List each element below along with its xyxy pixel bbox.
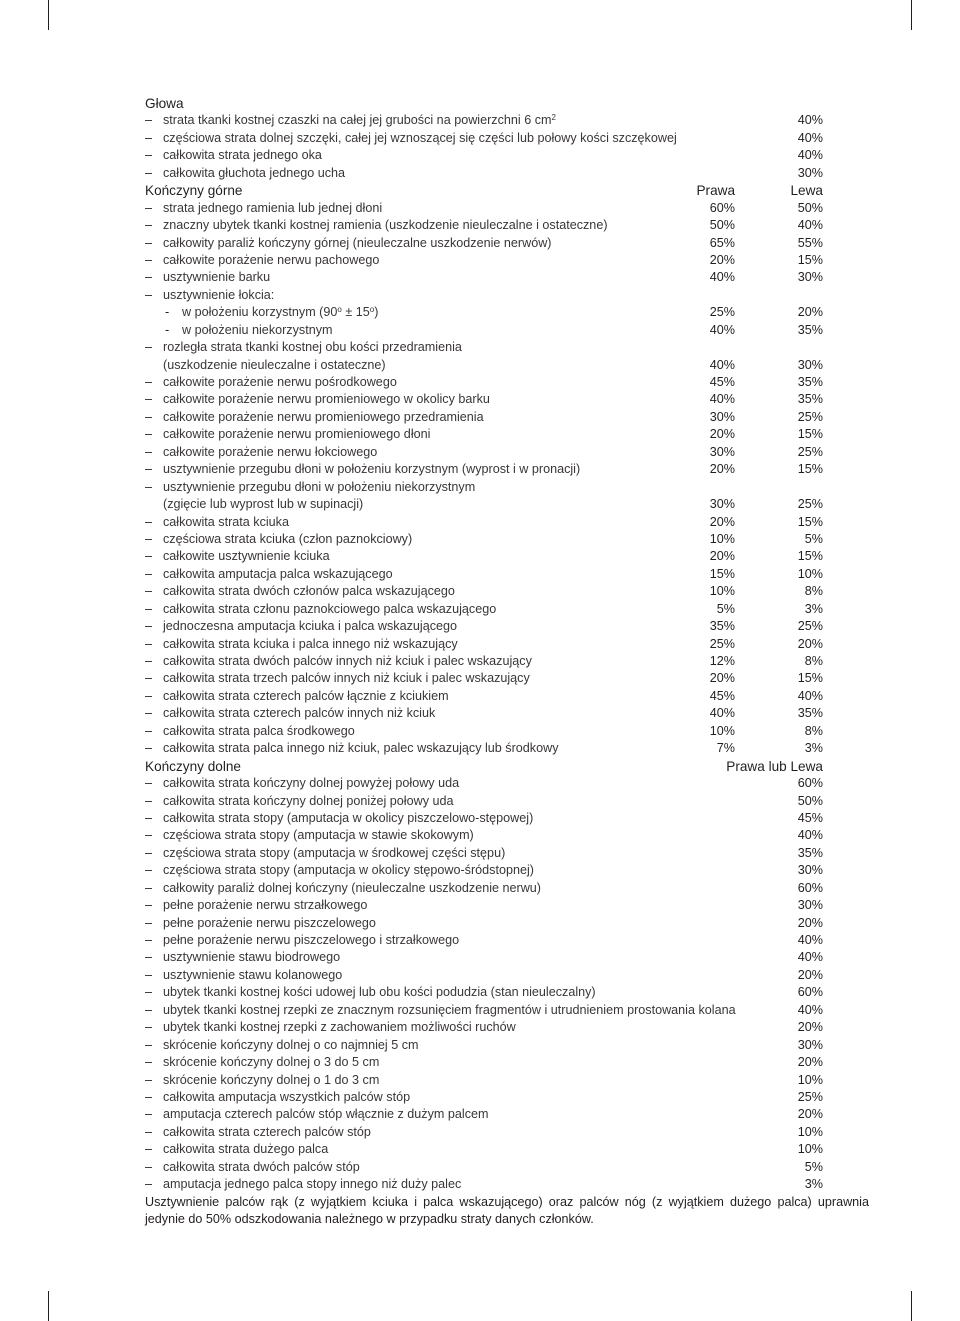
- dash-glyph: –: [145, 165, 153, 180]
- dash-glyph: –: [145, 863, 153, 878]
- value-left: 15%: [797, 514, 823, 529]
- list-item: [145, 636, 825, 653]
- item-value: 40%: [797, 130, 823, 145]
- dash-glyph: –: [145, 1037, 153, 1052]
- dash-glyph: –: [145, 880, 153, 895]
- list-item: [145, 1141, 825, 1158]
- value-right: 20%: [709, 549, 735, 564]
- list-item: [145, 287, 825, 304]
- list-item: [145, 1019, 825, 1036]
- value-right: 40%: [709, 357, 735, 372]
- item-label: całkowita strata dwóch palców innych niż kciuk i palec wskazujący: [163, 654, 532, 668]
- value-right: 20%: [709, 427, 735, 442]
- dash-glyph: –: [145, 636, 153, 651]
- section-title: Kończyny górne: [145, 183, 243, 199]
- item-label: całkowita strata czterech palców innych niż kciuk: [163, 706, 436, 721]
- dash-glyph: –: [145, 462, 153, 477]
- value-left: 35%: [797, 392, 823, 407]
- item-label: całkowite porażenie nerwu łokciowego: [163, 444, 378, 459]
- value-left: 20%: [797, 636, 823, 651]
- item-label: ubytek tkanki kostnej rzepki ze znacznym rozsunięciem fragmentów i utrudnieniem prostowania kolana: [163, 1002, 736, 1017]
- item-value: 30%: [797, 1037, 823, 1052]
- value-left: 50%: [797, 200, 823, 215]
- item-value: 50%: [797, 793, 823, 808]
- value-right: 45%: [709, 375, 735, 389]
- value-left: 20%: [797, 305, 823, 320]
- item-label: częściowa strata kciuka (człon paznokciowy): [163, 531, 413, 546]
- dash-glyph: –: [145, 1159, 153, 1174]
- item-value: 60%: [797, 880, 823, 895]
- list-item-continuation: [145, 357, 825, 374]
- list-item: [145, 984, 825, 1001]
- item-label: usztywnienie stawu biodrowego: [163, 950, 341, 965]
- list-item: [145, 1054, 825, 1071]
- disability-table: [145, 95, 869, 1229]
- value-left: 55%: [797, 235, 823, 250]
- item-label: rozległa strata tkanki kostnej obu kości przedramienia: [163, 340, 462, 355]
- item-value: 20%: [797, 1107, 823, 1122]
- value-left: 3%: [804, 601, 823, 616]
- list-item: [145, 391, 825, 408]
- item-label: całkowita strata kciuka: [163, 514, 289, 529]
- item-text: [182, 304, 378, 321]
- item-label: jednoczesna amputacja kciuka i palca wskazującego: [163, 619, 458, 634]
- list-item: [145, 897, 825, 914]
- dash-glyph: –: [145, 340, 153, 355]
- item-label: całkowite porażenie nerwu pachowego: [163, 252, 380, 267]
- item-value: 30%: [797, 863, 823, 878]
- dash-glyph: –: [145, 950, 153, 965]
- value-right: 45%: [709, 688, 735, 703]
- item-label: całkowita amputacja wszystkich palców stóp: [163, 1089, 411, 1104]
- list-item: [145, 514, 825, 531]
- list-item: [145, 1124, 825, 1141]
- list-item: [145, 235, 825, 252]
- item-label: całkowite porażenie nerwu pośrodkowego: [163, 375, 397, 389]
- list-item: [145, 1089, 825, 1106]
- list-item: [145, 583, 825, 600]
- list-item: [145, 217, 825, 234]
- dash-glyph: –: [145, 549, 153, 564]
- value-left: 35%: [797, 375, 823, 389]
- value-right: 25%: [709, 636, 735, 651]
- dash-glyph: –: [145, 375, 153, 389]
- list-item: [145, 949, 825, 966]
- list-item: [145, 601, 825, 618]
- list-item: [145, 479, 825, 496]
- superscript: o: [337, 305, 342, 315]
- value-left: 15%: [797, 549, 823, 564]
- dash-glyph: –: [145, 933, 153, 947]
- list-item: [145, 932, 825, 949]
- item-value: 25%: [797, 1089, 823, 1104]
- item-value: 30%: [797, 165, 823, 180]
- item-label: pełne porażenie nerwu piszczelowego: [163, 915, 376, 930]
- value-right: 20%: [709, 671, 735, 686]
- dash-glyph: –: [145, 706, 153, 721]
- list-item: [145, 304, 825, 321]
- value-right: 60%: [709, 200, 735, 215]
- value-right: 25%: [709, 305, 735, 320]
- list-item: [145, 1159, 825, 1176]
- item-value: 40%: [797, 950, 823, 965]
- value-left: 30%: [797, 357, 823, 372]
- list-item: [145, 793, 825, 810]
- item-label-mid: ± 15: [341, 305, 370, 320]
- section-title-head: [145, 95, 825, 112]
- value-left: 30%: [797, 270, 823, 285]
- item-label: całkowita strata kciuka i palca innego niż wskazujący: [163, 636, 458, 651]
- value-right: 10%: [709, 531, 735, 546]
- value-right: 50%: [709, 218, 735, 233]
- list-item: [145, 880, 825, 897]
- item-label: amputacja czterech palców stóp włącznie z dużym palcem: [163, 1107, 489, 1122]
- value-right: 20%: [709, 462, 735, 477]
- item-label: częściowa strata stopy (amputacja w środkowej części stępu): [163, 845, 506, 860]
- dash-glyph: –: [145, 1107, 153, 1122]
- dash-glyph: –: [145, 200, 153, 215]
- section-title: Kończyny dolne: [145, 758, 241, 774]
- list-item: [145, 461, 825, 478]
- list-item: [145, 1002, 825, 1019]
- column-header-either: Prawa lub Lewa: [726, 758, 823, 774]
- value-right: 10%: [709, 723, 735, 738]
- item-value: 40%: [797, 828, 823, 843]
- item-value: 35%: [797, 845, 823, 860]
- item-label: całkowita strata dwóch palców stóp: [163, 1159, 360, 1174]
- dash-glyph: –: [145, 828, 153, 843]
- dash-glyph: –: [145, 1177, 153, 1192]
- list-item: [145, 531, 825, 548]
- item-value: 10%: [797, 1124, 823, 1139]
- item-label: całkowita strata członu paznokciowego palca wskazującego: [163, 601, 497, 616]
- dash-glyph: –: [145, 427, 153, 442]
- dash-glyph: –: [145, 1055, 153, 1070]
- dash-glyph: –: [145, 915, 153, 930]
- dash-glyph: –: [145, 218, 153, 233]
- item-label: usztywnienie łokcia:: [163, 287, 275, 302]
- dash-glyph: –: [145, 723, 153, 738]
- dash-glyph: –: [145, 1142, 153, 1157]
- item-label: strata tkanki kostnej czaszki na całej jej grubości na powierzchni 6 cm: [163, 113, 552, 128]
- item-label: częściowa strata stopy (amputacja w okolicy stępowo-śródstopnej): [163, 863, 534, 878]
- item-label: usztywnienie stawu kolanowego: [163, 967, 343, 982]
- item-label: ubytek tkanki kostnej kości udowej lub obu kości podudzia (stan nieuleczalny): [163, 985, 596, 1000]
- superscript: o: [369, 305, 375, 315]
- list-item: [145, 1176, 825, 1193]
- dash-glyph: –: [145, 270, 153, 285]
- item-label: całkowite porażenie nerwu promieniowego dłoni: [163, 427, 431, 442]
- value-left: 15%: [797, 252, 823, 267]
- dash-glyph: –: [145, 1020, 153, 1035]
- item-label: amputacja jednego palca stopy innego niż duży palec: [163, 1177, 462, 1192]
- item-label: całkowita strata czterech palców stóp: [163, 1124, 371, 1139]
- dash-glyph: –: [145, 1124, 153, 1139]
- item-label: częściowa strata dolnej szczęki, całej jej wznoszącej się części lub połowy kości szczękowej: [163, 130, 677, 145]
- dash-glyph: –: [145, 566, 153, 581]
- item-value: 40%: [797, 1002, 823, 1017]
- dash-glyph: –: [145, 985, 153, 1000]
- item-label: całkowita amputacja palca wskazującego: [163, 566, 393, 581]
- list-item: [145, 670, 825, 687]
- value-right: 65%: [709, 235, 735, 250]
- item-label: całkowity paraliż kończyny górnej (nieuleczalne uszkodzenie nerwów): [163, 235, 552, 250]
- list-item: [145, 444, 825, 461]
- item-label: całkowita strata jednego oka: [163, 148, 322, 163]
- dash-glyph: –: [145, 252, 153, 267]
- value-left: 35%: [797, 706, 823, 721]
- dash-glyph: –: [145, 113, 153, 128]
- list-item: [145, 967, 825, 984]
- value-right: 40%: [709, 270, 735, 285]
- value-right: 40%: [709, 392, 735, 407]
- item-text: [163, 147, 322, 164]
- value-right: 10%: [709, 584, 735, 599]
- list-item: [145, 1037, 825, 1054]
- item-label: pełne porażenie nerwu piszczelowego i strzałkowego: [163, 933, 460, 947]
- value-left: 35%: [797, 322, 823, 337]
- value-left: 8%: [804, 723, 823, 738]
- hyphen-glyph: -: [165, 305, 170, 320]
- dash-glyph: –: [145, 287, 153, 302]
- column-header-left: Lewa: [790, 183, 823, 199]
- item-label: w położeniu niekorzystnym: [182, 322, 333, 337]
- item-label: skrócenie kończyny dolnej o 3 do 5 cm: [163, 1055, 380, 1070]
- crop-mark-bottom-left: [48, 1291, 49, 1321]
- item-value: 60%: [797, 985, 823, 1000]
- value-left: 25%: [797, 497, 823, 512]
- list-item: [145, 723, 825, 740]
- list-item: [145, 566, 825, 583]
- item-label: całkowity paraliż dolnej kończyny (nieuleczalne uszkodzenie nerwu): [163, 880, 542, 895]
- crop-mark-top-right: [911, 0, 912, 30]
- item-label-continuation: (zgięcie lub wyprost lub w supinacji): [163, 497, 364, 512]
- dash-glyph: –: [145, 392, 153, 407]
- item-label: usztywnienie barku: [163, 270, 271, 285]
- list-item: [145, 618, 825, 635]
- list-item: [145, 112, 825, 129]
- dash-glyph: –: [145, 845, 153, 860]
- dash-glyph: –: [145, 584, 153, 599]
- dash-glyph: –: [145, 793, 153, 808]
- list-item: [145, 1072, 825, 1089]
- list-item: [145, 810, 825, 827]
- value-right: 40%: [709, 706, 735, 721]
- value-left: 8%: [804, 584, 823, 599]
- value-left: 25%: [797, 444, 823, 459]
- value-right: 5%: [716, 601, 735, 616]
- dash-glyph: –: [145, 409, 153, 424]
- item-label: strata jednego ramienia lub jednej dłoni: [163, 200, 383, 215]
- value-left: 40%: [797, 218, 823, 233]
- item-label: całkowita strata dwóch członów palca wskazującego: [163, 584, 455, 599]
- item-label: znaczny ubytek tkanki kostnej ramienia (uszkodzenie nieuleczalne i ostateczne): [163, 218, 608, 233]
- item-label: usztywnienie przegubu dłoni w położeniu korzystnym (wyprost i w pronacji): [163, 462, 581, 477]
- item-label: pełne porażenie nerwu strzałkowego: [163, 898, 368, 913]
- list-item: [145, 740, 825, 757]
- item-text: [163, 130, 677, 147]
- item-label: całkowita strata kończyny dolnej poniżej połowy uda: [163, 793, 454, 808]
- value-left: 5%: [804, 531, 823, 546]
- item-label: skrócenie kończyny dolnej o co najmniej 5 cm: [163, 1037, 419, 1052]
- item-value: 40%: [797, 933, 823, 947]
- list-item: [145, 130, 825, 147]
- list-item: [145, 1106, 825, 1123]
- list-item: [145, 827, 825, 844]
- list-item: [145, 548, 825, 565]
- section-title: Głowa: [145, 96, 184, 111]
- dash-glyph: –: [145, 531, 153, 546]
- dash-glyph: –: [145, 514, 153, 529]
- dash-glyph: –: [145, 444, 153, 459]
- dash-glyph: –: [145, 619, 153, 634]
- value-left: 3%: [804, 741, 823, 756]
- list-item-continuation: [145, 496, 825, 513]
- dash-glyph: –: [145, 148, 153, 163]
- item-label-end: ): [374, 305, 379, 320]
- list-item: [145, 374, 825, 391]
- list-item: [145, 915, 825, 932]
- item-label: całkowite porażenie nerwu promieniowego przedramienia: [163, 409, 484, 424]
- dash-glyph: –: [145, 479, 153, 494]
- item-value: 45%: [797, 810, 823, 825]
- dash-glyph: –: [145, 235, 153, 250]
- list-item: [145, 322, 825, 339]
- item-value: 20%: [797, 915, 823, 930]
- item-label: całkowita strata stopy (amputacja w okolicy piszczelowo-stępowej): [163, 810, 534, 825]
- dash-glyph: –: [145, 898, 153, 913]
- value-right: 7%: [716, 741, 735, 756]
- value-right: 20%: [709, 252, 735, 267]
- list-item: [145, 775, 825, 792]
- section-header-upper: [145, 182, 825, 199]
- value-left: 15%: [797, 462, 823, 477]
- item-text: [163, 112, 556, 129]
- item-label: w położeniu korzystnym (90: [182, 305, 338, 320]
- value-right: 40%: [709, 322, 735, 337]
- item-value: 10%: [797, 1072, 823, 1087]
- item-text: [182, 322, 333, 339]
- item-label: całkowita strata palca środkowego: [163, 723, 355, 738]
- crop-mark-bottom-right: [911, 1291, 912, 1321]
- item-value: 3%: [804, 1177, 823, 1192]
- list-item: [145, 426, 825, 443]
- section-header-lower: [145, 758, 825, 775]
- dash-glyph: –: [145, 688, 153, 703]
- item-label: usztywnienie przegubu dłoni w położeniu niekorzystnym: [163, 479, 476, 494]
- item-value: 40%: [797, 148, 823, 163]
- item-label: całkowita głuchota jednego ucha: [163, 165, 346, 180]
- item-label: częściowa strata stopy (amputacja w stawie skokowym): [163, 828, 474, 843]
- dash-glyph: –: [145, 130, 153, 145]
- value-right: 30%: [709, 497, 735, 512]
- value-left: 25%: [797, 619, 823, 634]
- dash-glyph: –: [145, 1072, 153, 1087]
- value-left: 15%: [797, 427, 823, 442]
- item-label: całkowita strata dużego palca: [163, 1142, 329, 1157]
- item-value: 60%: [797, 776, 823, 791]
- dash-glyph: –: [145, 967, 153, 982]
- item-value: 30%: [797, 898, 823, 913]
- hyphen-glyph: -: [165, 322, 170, 337]
- value-left: 25%: [797, 409, 823, 424]
- value-right: 30%: [709, 409, 735, 424]
- item-label-continuation: (uszkodzenie nieuleczalne i ostateczne): [163, 357, 386, 372]
- item-label: całkowite usztywnienie kciuka: [163, 549, 330, 564]
- dash-glyph: –: [145, 776, 153, 791]
- value-left: 10%: [797, 566, 823, 581]
- value-left: 8%: [804, 654, 823, 668]
- item-label: ubytek tkanki kostnej rzepki z zachowaniem możliwości ruchów: [163, 1020, 516, 1035]
- dash-glyph: –: [145, 671, 153, 686]
- dash-glyph: –: [145, 654, 153, 668]
- list-item: [145, 688, 825, 705]
- value-right: 35%: [709, 619, 735, 634]
- value-right: 20%: [709, 514, 735, 529]
- value-right: 30%: [709, 444, 735, 459]
- item-value: 20%: [797, 1055, 823, 1070]
- dash-glyph: –: [145, 1089, 153, 1104]
- item-label: całkowite porażenie nerwu promieniowego w okolicy barku: [163, 392, 490, 407]
- item-value: 5%: [804, 1159, 823, 1174]
- item-value: 10%: [797, 1142, 823, 1157]
- list-item: [145, 653, 825, 670]
- item-text: [163, 165, 345, 182]
- list-item: [145, 147, 825, 164]
- list-item: [145, 269, 825, 286]
- value-left: 40%: [797, 688, 823, 703]
- dash-glyph: –: [145, 601, 153, 616]
- list-item: [145, 705, 825, 722]
- dash-glyph: –: [145, 810, 153, 825]
- footnote: Usztywnienie palców rąk (z wyjątkiem kciuka i palca wskazującego) oraz palców nóg (z wyjątkiem dużego palca) uprawnia jedynie do 50% odszkodowania należnego w przypadku straty danych członków.: [145, 1194, 869, 1227]
- item-label: całkowita strata trzech palców innych niż kciuk i palec wskazujący: [163, 671, 530, 686]
- list-item: [145, 200, 825, 217]
- item-value: 40%: [797, 113, 823, 128]
- item-value: 20%: [797, 967, 823, 982]
- item-label: całkowita strata kończyny dolnej powyżej połowy uda: [163, 776, 460, 791]
- item-label: skrócenie kończyny dolnej o 1 do 3 cm: [163, 1072, 380, 1087]
- superscript: 2: [551, 113, 556, 123]
- item-label: całkowita strata palca innego niż kciuk, palec wskazujący lub środkowy: [163, 741, 559, 756]
- list-item: [145, 862, 825, 879]
- value-right: 12%: [709, 654, 735, 668]
- dash-glyph: –: [145, 1002, 153, 1017]
- dash-glyph: –: [145, 741, 153, 756]
- list-item: [145, 165, 825, 182]
- list-item: [145, 252, 825, 269]
- list-item: [145, 339, 825, 356]
- list-item: [145, 845, 825, 862]
- item-value: 20%: [797, 1020, 823, 1035]
- list-item: [145, 409, 825, 426]
- column-header-right: Prawa: [696, 183, 735, 199]
- value-left: 15%: [797, 671, 823, 686]
- value-right: 15%: [709, 566, 735, 581]
- crop-mark-top-left: [48, 0, 49, 30]
- item-label: całkowita strata czterech palców łącznie z kciukiem: [163, 688, 449, 703]
